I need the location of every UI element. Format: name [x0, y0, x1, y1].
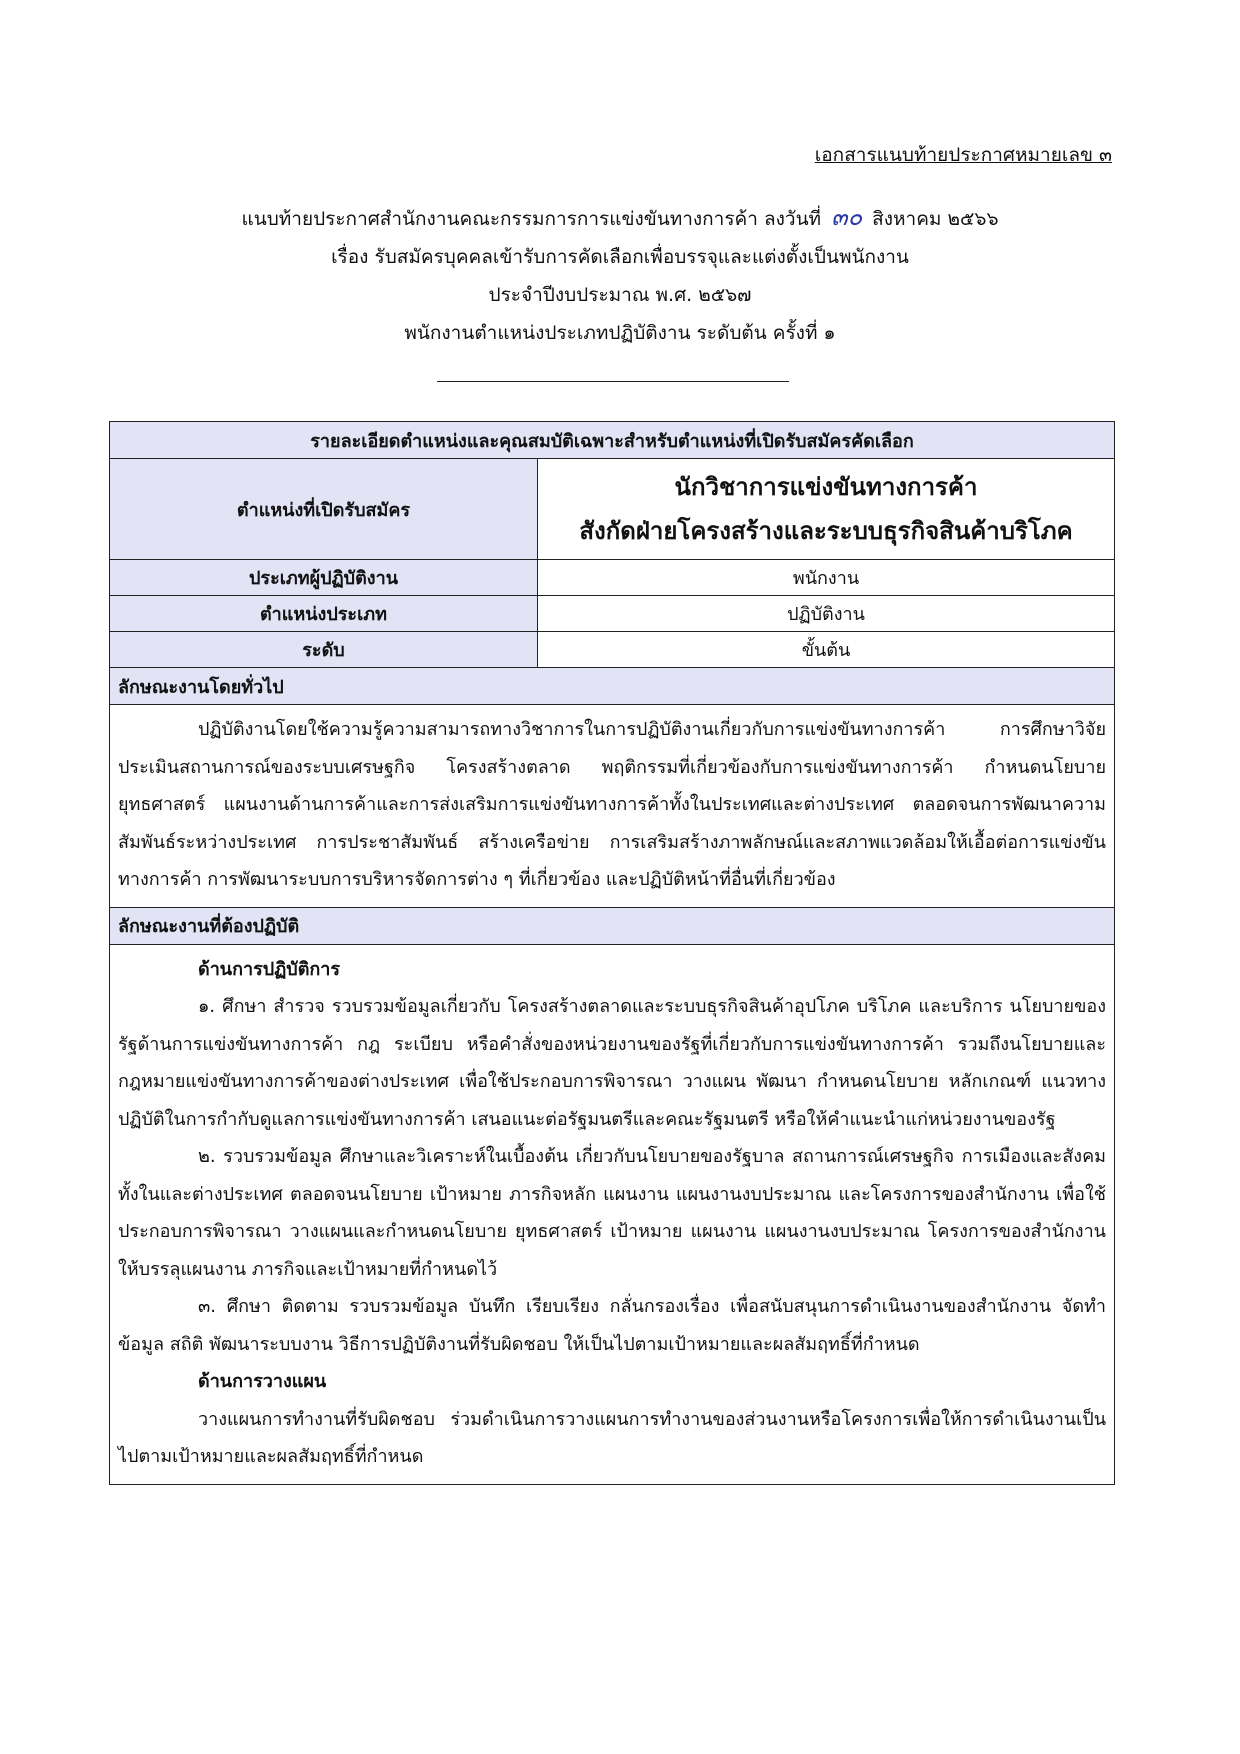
- table-title: รายละเอียดตำแหน่งและคุณสมบัติเฉพาะสำหรับตำแหน่งที่เปิดรับสมัครคัดเลือก: [110, 422, 1115, 459]
- section-heading-row: [110, 907, 1115, 944]
- staff-type-value: พนักงาน: [538, 560, 1115, 596]
- planning-text: วางแผนการทำงานที่รับผิดชอบ ร่วมดำเนินการวางแผนการทำงานของส่วนงานหรือโครงการเพื่อให้การดำเนินงานเป็นไปตามเป้าหมายและผลสัมฤทธิ์ที่กำหนด: [118, 1408, 1106, 1467]
- level-label: ระดับ: [110, 632, 538, 668]
- level-value: ขั้นต้น: [538, 632, 1115, 668]
- position-department: สังกัดฝ่ายโครงสร้างและระบบธุรกิจสินค้าบริโภค: [579, 517, 1073, 545]
- position-label: ตำแหน่งที่เปิดรับสมัคร: [110, 459, 538, 560]
- general-duties-text: ปฏิบัติงานโดยใช้ความรู้ความสามารถทางวิชาการในการปฏิบัติงานเกี่ยวกับการแข่งขันทางการค้า การศึกษาวิจัย ประเมินสถานการณ์ของระบบเศรษฐกิจ โครงสร้างตลาด พฤติกรรมที่เกี่ยวข้องกับการแข่งขันทางการค้า กำหนดนโยบายยุทธศาสตร์ แผนงานด้านการค้าและการส่งเสริมการแข่งขันทางการค้าทั้งในประเทศและต่างประเทศ ตลอดจนการพัฒนาความสัมพันธ์ระหว่างประเทศ การประชาสัมพันธ์ สร้างเครือข่าย การเสริมสร้างภาพลักษณ์และสภาพแวดล้อมให้เอื้อต่อการแข่งขันทางการค้า การพัฒนาระบบการบริหารจัดการต่าง ๆ ที่เกี่ยวข้อง และปฏิบัติหน้าที่อื่นที่เกี่ยวข้อง: [118, 719, 1106, 890]
- header-line-2: เรื่อง รับสมัครบุคคลเข้ารับการคัดเลือกเพื่อบรรจุและแต่งตั้งเป็นพนักงาน: [331, 246, 909, 268]
- general-duties-heading: ลักษณะงานโดยทั่วไป: [110, 668, 1115, 705]
- position-value: [538, 459, 1115, 560]
- header-line-1-suffix: สิงหาคม ๒๕๖๖: [872, 208, 999, 230]
- duty-item-3: ๓. ศึกษา ติดตาม รวบรวมข้อมูล บันทึก เรียบเรียง กลั่นกรองเรื่อง เพื่อสนับสนุนการดำเนินงานของสำนักงาน จัดทำข้อมูล สถิติ พัฒนาระบบงาน วิธีการปฏิบัติงานที่รับผิดชอบ ให้เป็นไปตามเป้าหมายและผลสัมฤทธิ์ที่กำหนด: [118, 1296, 1106, 1355]
- table-row: [110, 560, 1115, 596]
- header-line-1-prefix: แนบท้ายประกาศสำนักงานคณะกรรมการการแข่งขันทางการค้า ลงวันที่: [241, 208, 822, 230]
- position-category-label: ตำแหน่งประเภท: [110, 596, 538, 632]
- table-title-row: [110, 422, 1115, 459]
- header-line-1: [0, 198, 1240, 238]
- position-category-value: ปฏิบัติงาน: [538, 596, 1115, 632]
- table-row: [110, 944, 1115, 1484]
- general-duties-body: [110, 705, 1115, 908]
- table-row: [110, 596, 1115, 632]
- header-divider: [437, 381, 789, 382]
- header-line-3: ประจำปีงบประมาณ พ.ศ. ๒๕๖๗: [488, 284, 752, 306]
- planning-subheading: ด้านการวางแผน: [198, 1371, 327, 1392]
- header-line-4: พนักงานตำแหน่งประเภทปฏิบัติงาน ระดับต้น ครั้งที่ ๑: [404, 322, 836, 344]
- section-heading-row: [110, 668, 1115, 705]
- required-duties-heading: ลักษณะงานที่ต้องปฏิบัติ: [110, 907, 1115, 944]
- table-row: [110, 632, 1115, 668]
- position-title: นักวิชาการแข่งขันทางการค้า: [674, 473, 978, 501]
- required-duties-body: [110, 944, 1115, 1484]
- table-row: [110, 459, 1115, 560]
- handwritten-date-day: ๓๐: [831, 203, 863, 231]
- position-details-table: [109, 421, 1115, 1485]
- staff-type-label: ประเภทผู้ปฏิบัติงาน: [110, 560, 538, 596]
- duty-item-2: ๒. รวบรวมข้อมูล ศึกษาและวิเคราะห์ในเบื้องต้น เกี่ยวกับนโยบายของรัฐบาล สถานการณ์เศรษฐกิจ การเมืองและสังคมทั้งในและต่างประเทศ ตลอดจนนโยบาย เป้าหมาย ภารกิจหลัก แผนงาน แผนงานงบประมาณ และโครงการของสำนักงาน เพื่อใช้ประกอบการพิจารณา วางแผนและกำหนดนโยบาย ยุทธศาสตร์ เป้าหมาย แผนงาน แผนงานงบประมาณ โครงการของสำนักงานให้บรรลุแผนงาน ภารกิจและเป้าหมายที่กำหนดไว้: [118, 1146, 1106, 1280]
- announcement-header: [0, 198, 1240, 352]
- operations-subheading: ด้านการปฏิบัติการ: [198, 958, 341, 980]
- table-row: [110, 705, 1115, 908]
- duty-item-1: ๑. ศึกษา สำรวจ รวบรวมข้อมูลเกี่ยวกับ โครงสร้างตลาดและระบบธุรกิจสินค้าอุปโภค บริโภค และบริการ นโยบายของรัฐด้านการแข่งขันทางการค้า กฎ ระเบียบ หรือคำสั่งของหน่วยงานของรัฐที่เกี่ยวกับการแข่งขันทางการค้า รวมถึงนโยบายและกฎหมายแข่งขันทางการค้าของต่างประเทศ เพื่อใช้ประกอบการพิจารณา วางแผน พัฒนา กำหนดนโยบาย หลักเกณฑ์ แนวทางปฏิบัติในการกำกับดูแลการแข่งขันทางการค้า เสนอแนะต่อรัฐมนตรีและคณะรัฐมนตรี หรือให้คำแนะนำแก่หน่วยงานของรัฐ: [118, 996, 1106, 1130]
- document-reference: เอกสารแนบท้ายประกาศหมายเลข ๓: [814, 144, 1112, 166]
